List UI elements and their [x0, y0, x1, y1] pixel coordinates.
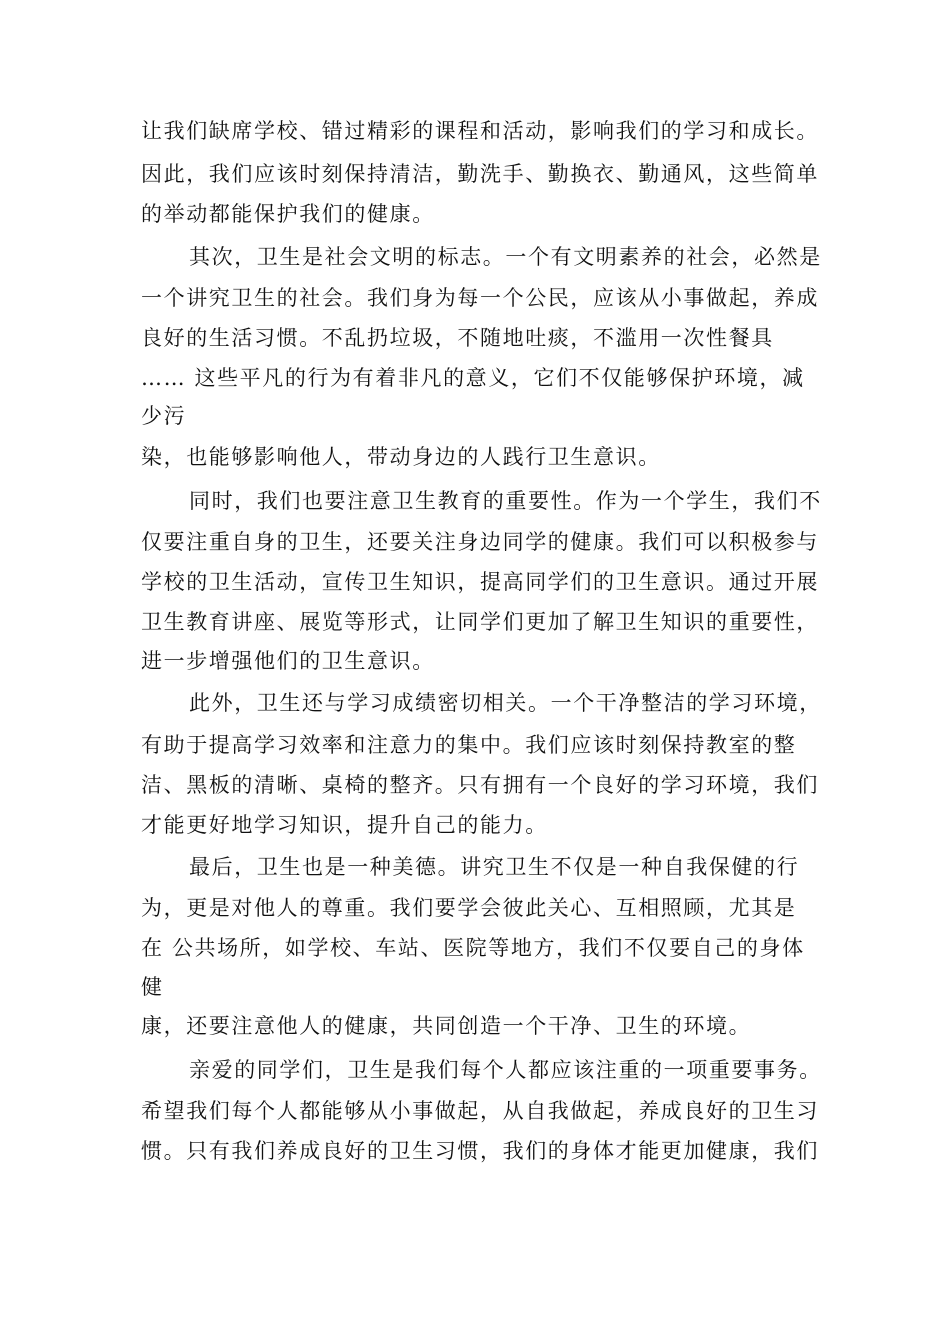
text-line: 因此，我们应该时刻保持清洁，勤洗手、勤换衣、勤通风，这些简单 [141, 162, 819, 186]
text-line: 为，更是对他人的尊重。我们要学会彼此关心、互相照顾，尤其是 [141, 896, 797, 920]
text-line: 康，还要注意他人的健康，共同创造一个干净、卫生的环境。 [141, 1014, 752, 1038]
text-line: 一个讲究卫生的社会。我们身为每一个公民，应该从小事做起，养成 [141, 286, 819, 310]
text-line: 学校的卫生活动，宣传卫生知识，提高同学们的卫生意识。通过开展 [141, 570, 819, 594]
paragraph-first-line: 最后，卫生也是一种美德。讲究卫生不仅是一种自我保健的行 [189, 855, 800, 879]
text-line: 仅要注重自身的卫生，还要关注身边同学的健康。我们可以积极参与 [141, 530, 819, 554]
text-line: 让我们缺席学校、错过精彩的课程和活动，影响我们的学习和成长。 [141, 119, 819, 143]
paragraph-first-line: 此外，卫生还与学习成绩密切相关。一个干净整洁的学习环境， [189, 691, 822, 715]
text-line: 健 [141, 975, 164, 999]
text-line: 惯。只有我们养成良好的卫生习惯，我们的身体才能更加健康，我们 [141, 1139, 819, 1163]
text-line: 洁、黑板的清晰、桌椅的整齐。只有拥有一个良好的学习环境，我们 [141, 773, 819, 797]
text-line: 良好的生活习惯。不乱扔垃圾，不随地吐痰，不滥用一次性餐具 [141, 326, 774, 350]
text-line: 在 公共场所，如学校、车站、医院等地方，我们不仅要自己的身体 [141, 936, 805, 960]
paragraph-first-line: 其次，卫生是社会文明的标志。一个有文明素养的社会，必然是 [189, 245, 822, 269]
text-line: 希望我们每个人都能够从小事做起，从自我做起，养成良好的卫生习 [141, 1099, 819, 1123]
text-line: 才能更好地学习知识，提升自己的能力。 [141, 813, 548, 837]
text-line: …… 这些平凡的行为有着非凡的意义，它们不仅能够保护环境，减 [141, 366, 805, 390]
paragraph-first-line: 亲爱的同学们，卫生是我们每个人都应该注重的一项重要事务。 [189, 1058, 822, 1082]
text-line: 进一步增强他们的卫生意识。 [141, 649, 435, 673]
text-line: 染，也能够影响他人，带动身边的人践行卫生意识。 [141, 445, 661, 469]
paragraph-first-line: 同时，我们也要注意卫生教育的重要性。作为一个学生，我们不 [189, 489, 822, 513]
text-line: 卫生教育讲座、展览等形式，让同学们更加了解卫生知识的重要性， [141, 610, 819, 634]
text-line: 有助于提高学习效率和注意力的集中。我们应该时刻保持教室的整 [141, 733, 797, 757]
text-line: 的举动都能保护我们的健康。 [141, 202, 435, 226]
text-line: 少污 [141, 404, 187, 428]
